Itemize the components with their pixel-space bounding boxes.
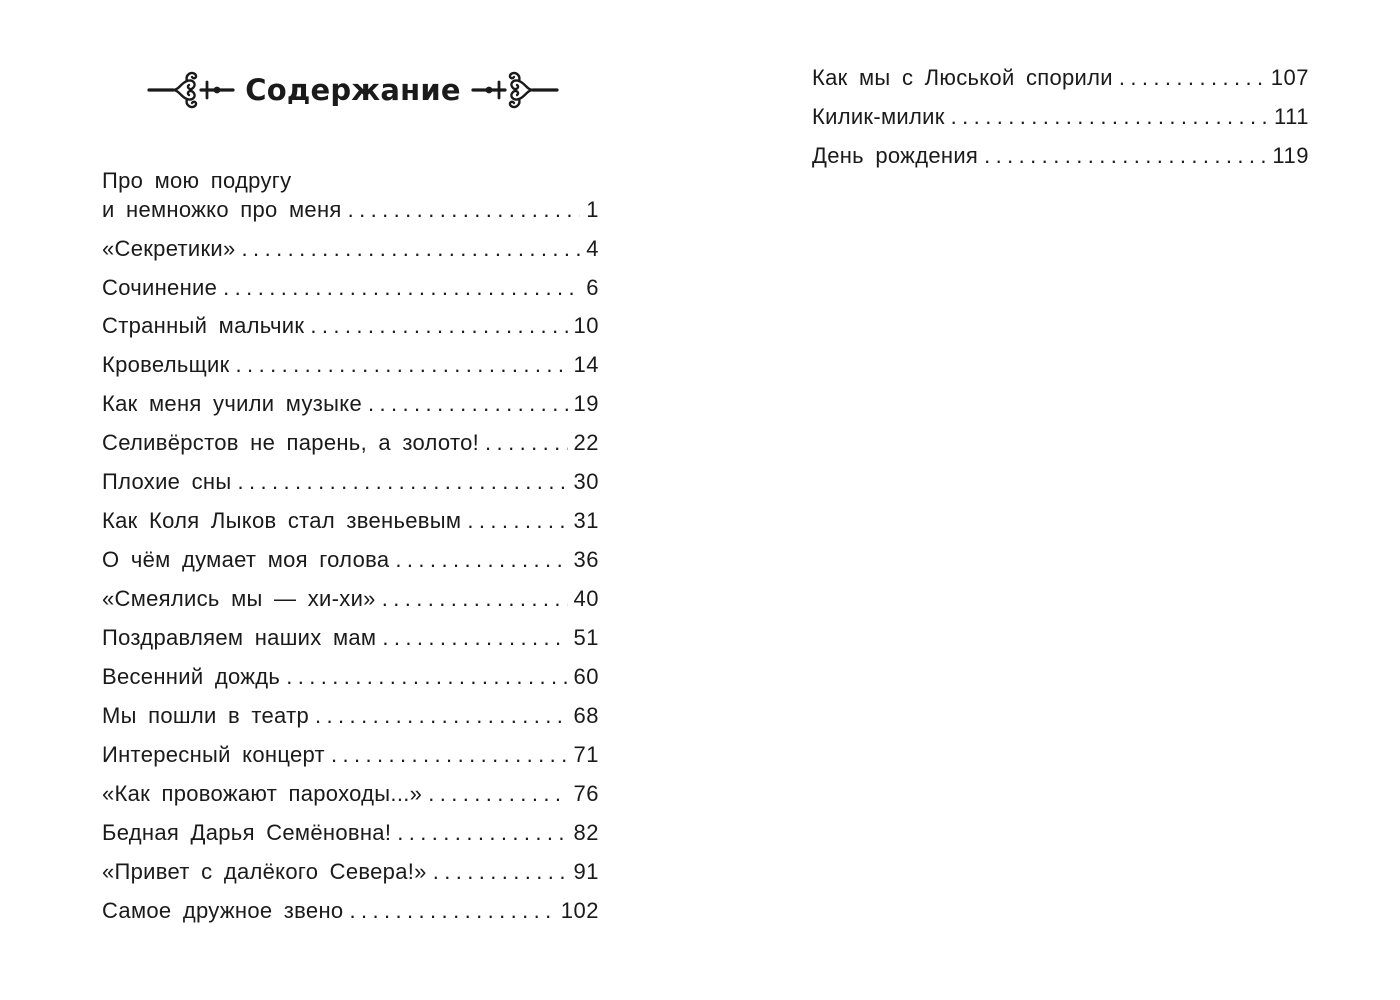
toc-page-number: 4 <box>586 236 599 261</box>
toc-entry[interactable] <box>102 389 599 418</box>
toc-page-number: 51 <box>573 625 599 650</box>
toc-entry[interactable] <box>102 273 599 302</box>
dot-leader <box>237 467 567 496</box>
toc-entry-title: и немножко про меня <box>102 197 342 222</box>
toc-entry[interactable] <box>102 779 599 808</box>
dot-leader <box>223 273 580 302</box>
toc-entry[interactable] <box>102 818 599 847</box>
toc-page-number: 6 <box>586 275 599 300</box>
toc-entry[interactable] <box>102 506 599 535</box>
dot-leader <box>467 506 567 535</box>
dot-leader <box>310 311 567 340</box>
dot-leader <box>368 389 568 418</box>
toc-entry[interactable] <box>102 195 599 224</box>
dot-leader <box>382 623 567 652</box>
dot-leader <box>428 779 567 808</box>
toc-page-number: 36 <box>573 547 599 572</box>
toc-page-number: 60 <box>573 664 599 689</box>
toc-entry-title: Мы пошли в театр <box>102 703 310 728</box>
toc-entry-title: День рождения <box>812 143 979 168</box>
toc-entry-title: «Привет с далёкого Севера!» <box>102 859 427 884</box>
dot-leader <box>395 545 567 574</box>
toc-entry-title: Интересный концерт <box>102 742 325 767</box>
toc-entry-title: О чём думает моя голова <box>102 547 390 572</box>
page-title <box>172 62 534 118</box>
toc-page-number: 22 <box>573 430 599 455</box>
toc-page-number: 76 <box>573 781 599 806</box>
toc-entry[interactable] <box>812 141 1309 170</box>
toc-entry[interactable] <box>102 701 599 730</box>
flourish-ornament-icon <box>471 65 559 115</box>
flourish-ornament-icon <box>147 65 235 115</box>
contents-heading: Содержание <box>245 73 461 107</box>
dot-leader <box>331 740 568 769</box>
dot-leader <box>485 428 567 457</box>
toc-entry-title: «Секретики» <box>102 236 236 261</box>
toc-page-number: 107 <box>1270 65 1309 90</box>
toc-page-number: 1 <box>586 197 599 222</box>
toc-page-number: 91 <box>573 859 599 884</box>
toc-entry[interactable] <box>102 857 599 886</box>
toc-entry-title: Килик-милик <box>812 104 945 129</box>
toc-entry-title: Поздравляем наших мам <box>102 625 377 650</box>
toc-entry-title: Самое дружное звено <box>102 898 344 923</box>
toc-page-number: 10 <box>573 313 599 338</box>
dot-leader <box>984 141 1266 170</box>
toc-entry-title: Весенний дождь <box>102 664 281 689</box>
toc-entry[interactable] <box>102 740 599 769</box>
toc-entry-title: Кровельщик <box>102 352 230 377</box>
toc-page-number: 14 <box>573 352 599 377</box>
toc-entry[interactable] <box>812 102 1309 131</box>
dot-leader <box>242 234 581 263</box>
toc-entry-title: Бедная Дарья Семёновна! <box>102 820 392 845</box>
toc-page-number: 119 <box>1272 143 1309 168</box>
toc-entry-title: Как мы с Люськой спорили <box>812 65 1113 90</box>
toc-entry[interactable] <box>102 428 599 457</box>
dot-leader <box>236 350 568 379</box>
toc-entry[interactable] <box>102 350 599 379</box>
toc-entry-title: Сочинение <box>102 275 218 300</box>
toc-entry-title: Селивёрстов не парень, а золото! <box>102 430 480 455</box>
toc-page-number: 19 <box>573 391 599 416</box>
toc-page-number: 30 <box>573 469 599 494</box>
dot-leader <box>315 701 568 730</box>
toc-entry[interactable] <box>102 311 599 340</box>
toc-page-number: 111 <box>1274 104 1309 129</box>
toc-page-number: 71 <box>573 742 599 767</box>
toc-entry-title: «Как провожают пароходы...» <box>102 781 423 806</box>
dot-leader <box>349 896 554 925</box>
dot-leader <box>286 662 567 691</box>
toc-entry[interactable] <box>102 896 599 925</box>
toc-page-number: 82 <box>573 820 599 845</box>
toc-entry[interactable] <box>102 623 599 652</box>
toc-page-number: 102 <box>560 898 599 923</box>
toc-entry-title: Плохие сны <box>102 469 232 494</box>
toc-entry[interactable] <box>102 234 599 263</box>
toc-entry-title: Как меня учили музыке <box>102 391 362 416</box>
toc-page-number: 40 <box>573 586 599 611</box>
dot-leader <box>951 102 1268 131</box>
toc-entry[interactable] <box>812 63 1309 92</box>
dot-leader <box>397 818 567 847</box>
toc-entry[interactable] <box>102 545 599 574</box>
toc-page-number: 31 <box>573 508 599 533</box>
toc-entry[interactable] <box>102 467 599 496</box>
toc-entry[interactable] <box>102 662 599 691</box>
dot-leader <box>1119 63 1265 92</box>
toc-entry[interactable] <box>102 584 599 613</box>
dot-leader <box>382 584 568 613</box>
toc-page-number: 68 <box>573 703 599 728</box>
dot-leader <box>348 195 581 224</box>
dot-leader <box>433 857 568 886</box>
toc-entry-title: Как Коля Лыков стал звеньевым <box>102 508 462 533</box>
toc-entry-title: «Смеялись мы — хи-хи» <box>102 586 376 611</box>
toc-entry-title: Странный мальчик <box>102 313 305 338</box>
toc-entry-line: Про мою подругу <box>102 168 292 193</box>
